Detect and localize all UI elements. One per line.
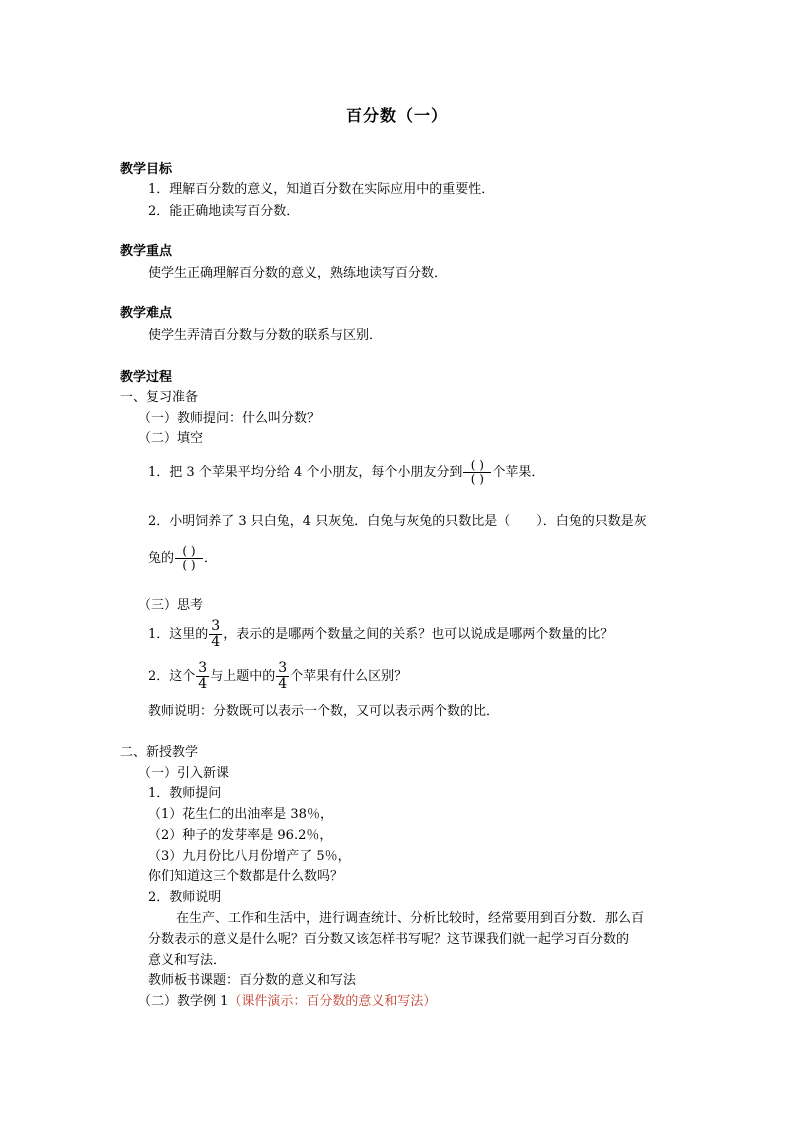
key-points-heading: 教学重点 xyxy=(120,244,173,259)
think-2-prefix: 2．这个 xyxy=(148,669,196,684)
fraction-numerator: 3 xyxy=(198,660,208,676)
example-item: （1）花生仁的出油率是 38％， xyxy=(148,807,333,822)
difficulties-text: 使学生弄清百分数与分数的联系与区别． xyxy=(148,328,383,343)
blank-denominator: ( ) xyxy=(470,472,484,486)
fraction-numerator: 3 xyxy=(211,618,221,634)
paragraph-line: 意义和写法． xyxy=(148,953,227,968)
example-item: （3）九月份比八月份增产了 5％， xyxy=(148,849,351,864)
think-item-2 xyxy=(148,660,407,694)
blank-denominator: ( ) xyxy=(182,558,196,572)
fill-blank-item-2-line-2 xyxy=(148,544,217,574)
teacher-note: 教师说明：分数既可以表示一个数，又可以表示两个数的比． xyxy=(148,704,500,719)
key-points-text: 使学生正确理解百分数的意义，熟练地读写百分数． xyxy=(148,266,448,281)
paragraph-line: 分数表示的意义是什么呢？百分数又该怎样书写呢？这节课我们就一起学习百分数的 xyxy=(148,932,630,947)
fill-blank-item-1 xyxy=(148,458,544,488)
review-section-title: 一、复习准备 xyxy=(120,390,199,405)
fill-blank-1-suffix: 个苹果． xyxy=(492,465,545,480)
example-1-label: （二）教学例 1 xyxy=(138,994,229,1009)
example-1-heading xyxy=(138,994,436,1010)
new-lesson-section-title: 二、新授教学 xyxy=(120,745,199,760)
difficulties-heading: 教学难点 xyxy=(120,306,173,321)
example-item: （2）种子的发芽率是 96.2％， xyxy=(148,828,333,843)
fraction-numerator: 3 xyxy=(278,660,288,676)
courseware-demo-note: （课件演示：百分数的意义和写法） xyxy=(228,994,437,1009)
fraction-three-quarters xyxy=(209,619,222,650)
fill-blank-item-2-line-1: 2．小明饲养了 3 只白兔，4 只灰兔．白兔与灰兔的只数比是（ ）．白兔的只数是灰 xyxy=(148,514,647,529)
process-heading: 教学过程 xyxy=(120,370,173,385)
review-fill-blank-heading: （二）填空 xyxy=(138,431,204,446)
fill-blank-2-suffix: ． xyxy=(204,551,218,566)
fraction-denominator: 4 xyxy=(211,634,221,650)
think-2-middle: 与上题中的 xyxy=(210,669,276,684)
fill-blank-1-prefix: 1．把 3 个苹果平均分给 4 个小朋友，每个小朋友分到 xyxy=(148,465,463,480)
question-text: 你们知道这三个数都是什么数吗？ xyxy=(148,869,344,884)
blank-fraction xyxy=(175,545,203,572)
board-title: 教师板书课题：百分数的意义和写法 xyxy=(148,973,357,988)
think-1-suffix: ，表示的是哪两个数量之间的关系？也可以说成是哪两个数量的比？ xyxy=(223,627,614,642)
objective-item: 2．能正确地读写百分数． xyxy=(148,204,300,219)
teacher-explain: 2．教师说明 xyxy=(148,890,222,905)
fraction-denominator: 4 xyxy=(278,676,288,692)
think-1-prefix: 1．这里的 xyxy=(148,627,209,642)
review-question-1: （一）教师提问：什么叫分数？ xyxy=(138,411,321,426)
fraction-three-quarters xyxy=(276,661,289,692)
paragraph-line: 在生产、工作和生活中，进行调查统计、分析比较时，经常要用到百分数．那么百 xyxy=(176,911,645,926)
fraction-three-quarters xyxy=(196,661,209,692)
blank-fraction xyxy=(463,459,491,486)
objectives-heading: 教学目标 xyxy=(120,162,173,177)
objective-item: 1．理解百分数的意义，知道百分数在实际应用中的重要性． xyxy=(148,182,495,197)
page-title: 百分数（一） xyxy=(345,106,448,125)
intro-heading: （一）引入新课 xyxy=(138,766,230,781)
teacher-ask: 1．教师提问 xyxy=(148,786,222,801)
fill-blank-2-prefix: 兔的 xyxy=(148,551,175,566)
blank-numerator: ( ) xyxy=(470,458,484,472)
blank-numerator: ( ) xyxy=(182,544,196,558)
think-heading: （三）思考 xyxy=(138,598,204,613)
think-item-1 xyxy=(148,618,613,652)
fraction-denominator: 4 xyxy=(198,676,208,692)
think-2-suffix: 个苹果有什么区别？ xyxy=(290,669,408,684)
